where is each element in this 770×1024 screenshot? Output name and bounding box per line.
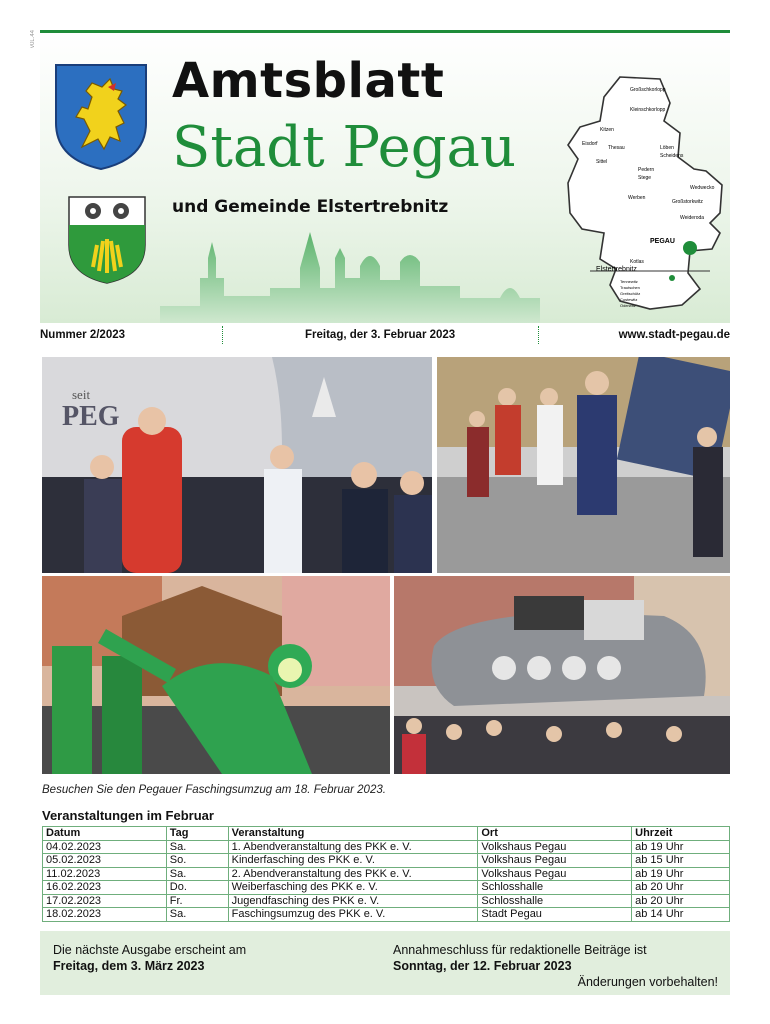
- map-label: Costewitz: [620, 297, 638, 302]
- events-table: [42, 826, 730, 922]
- masthead-title-amtsblatt: Amtsblatt: [172, 53, 445, 109]
- footer-notice: [40, 931, 730, 995]
- cell-date: 17.02.2023: [43, 894, 167, 908]
- sign-text: PEG: [62, 401, 120, 432]
- cell-location: Stadt Pegau: [478, 908, 632, 922]
- issue-info-bar: [40, 326, 730, 346]
- cell-time: ab 14 Uhr: [632, 908, 730, 922]
- photo-parade-street: [437, 357, 730, 573]
- cell-day: Do.: [166, 881, 228, 895]
- cell-day: Sa.: [166, 840, 228, 854]
- cell-location: Schlosshalle: [478, 894, 632, 908]
- map-label: Oderwitz: [620, 303, 636, 308]
- cell-event: Kinderfasching des PKK e. V.: [228, 854, 478, 868]
- cell-day: Sa.: [166, 908, 228, 922]
- table-row: [43, 854, 730, 868]
- map-label: Löben: [660, 145, 674, 151]
- photo-carnival-stage: [42, 357, 432, 573]
- cell-date: 16.02.2023: [43, 881, 167, 895]
- cell-time: ab 19 Uhr: [632, 840, 730, 854]
- map-label: Greitschütz: [620, 291, 641, 296]
- map-label: Weideroda: [680, 215, 705, 221]
- map-label: Großstorkwitz: [672, 199, 703, 205]
- masthead-subtitle: und Gemeinde Elstertrebnitz: [172, 197, 449, 217]
- cell-event: 1. Abendveranstaltung des PKK e. V.: [228, 840, 478, 854]
- events-heading: Veranstaltungen im Februar: [42, 808, 214, 823]
- table-header-row: [43, 827, 730, 841]
- pegau-marker-icon: [683, 241, 697, 255]
- website-link[interactable]: www.stadt-pegau.de: [618, 329, 730, 341]
- map-label: Stege: [638, 175, 652, 181]
- cell-event: 2. Abendveranstaltung des PKK e. V.: [228, 867, 478, 881]
- map-label: Pedern: [638, 167, 655, 173]
- cell-time: ab 20 Uhr: [632, 881, 730, 895]
- map-label: Kleinschkorlopp: [630, 107, 666, 113]
- issue-date: Freitag, der 3. Februar 2023: [305, 329, 456, 341]
- cell-location: Volkshaus Pegau: [478, 840, 632, 854]
- cell-day: Sa.: [166, 867, 228, 881]
- pegau-coat-of-arms-icon: [52, 61, 150, 171]
- map-label: Eisdorf: [582, 141, 598, 147]
- column-header-location: Ort: [478, 827, 632, 841]
- map-label: Kitzen: [600, 127, 614, 133]
- town-skyline-illustration: [160, 218, 540, 323]
- cell-location: Volkshaus Pegau: [478, 854, 632, 868]
- photo-parade-float: [394, 576, 730, 774]
- map-label: Werben: [628, 195, 646, 201]
- cell-event: Weiberfasching des PKK e. V.: [228, 881, 478, 895]
- cell-date: 04.02.2023: [43, 840, 167, 854]
- column-header-time: Uhrzeit: [632, 827, 730, 841]
- cell-event: Faschingsumzug des PKK e. V.: [228, 908, 478, 922]
- changes-note: Änderungen vorbehalten!: [577, 975, 718, 989]
- cell-day: Fr.: [166, 894, 228, 908]
- map-label: Großschkorlopp: [630, 87, 666, 93]
- cell-date: 05.02.2023: [43, 854, 167, 868]
- column-header-event: Veranstaltung: [228, 827, 478, 841]
- divider: [538, 326, 539, 344]
- cell-location: Schlosshalle: [478, 881, 632, 895]
- sign-text: seit: [72, 387, 91, 402]
- table-row: [43, 908, 730, 922]
- map-label-pegau: PEGAU: [650, 238, 675, 245]
- map-label: Thesau: [608, 145, 625, 151]
- map-label: Tennewitz: [620, 279, 638, 284]
- deadline-date: Sonntag, der 12. Februar 2023: [393, 959, 572, 973]
- next-issue-label: Die nächste Ausgabe erscheint am: [53, 943, 247, 957]
- cell-location: Volkshaus Pegau: [478, 867, 632, 881]
- cell-event: Jugendfasching des PKK e. V.: [228, 894, 478, 908]
- map-label: Kotlas: [630, 259, 644, 265]
- issue-number: Nummer 2/2023: [40, 329, 126, 341]
- map-label: Scheidens: [660, 153, 684, 159]
- next-issue-date: Freitag, dem 3. März 2023: [53, 959, 205, 973]
- table-row: [43, 881, 730, 895]
- map-label: Trautschen: [620, 285, 640, 290]
- region-map: [560, 73, 730, 313]
- cell-time: ab 19 Uhr: [632, 867, 730, 881]
- table-row: [43, 840, 730, 854]
- cell-time: ab 20 Uhr: [632, 894, 730, 908]
- edge-note: v0L.44: [30, 30, 36, 49]
- cell-date: 11.02.2023: [43, 867, 167, 881]
- cell-day: So.: [166, 854, 228, 868]
- map-label: Wedwecko: [690, 185, 715, 191]
- cell-time: ab 15 Uhr: [632, 854, 730, 868]
- table-row: [43, 894, 730, 908]
- masthead-title-stadt-pegau: Stadt Pegau: [172, 115, 517, 180]
- table-row: [43, 867, 730, 881]
- map-label-elstertrebnitz: Elstertrebnitz: [596, 266, 637, 273]
- column-header-day: Tag: [166, 827, 228, 841]
- deadline-label: Annahmeschluss für redaktionelle Beiträge ist: [393, 943, 647, 957]
- divider: [222, 326, 223, 344]
- elstertrebnitz-marker-icon: [669, 275, 675, 281]
- photo-green-costumes: [42, 576, 390, 774]
- column-header-date: Datum: [43, 827, 167, 841]
- cell-date: 18.02.2023: [43, 908, 167, 922]
- elstertrebnitz-coat-of-arms-icon: [67, 195, 147, 285]
- map-label: Sittel: [596, 159, 608, 165]
- photo-caption: Besuchen Sie den Pegauer Faschingsumzug am 18. Februar 2023.: [42, 784, 386, 796]
- masthead: [40, 30, 730, 323]
